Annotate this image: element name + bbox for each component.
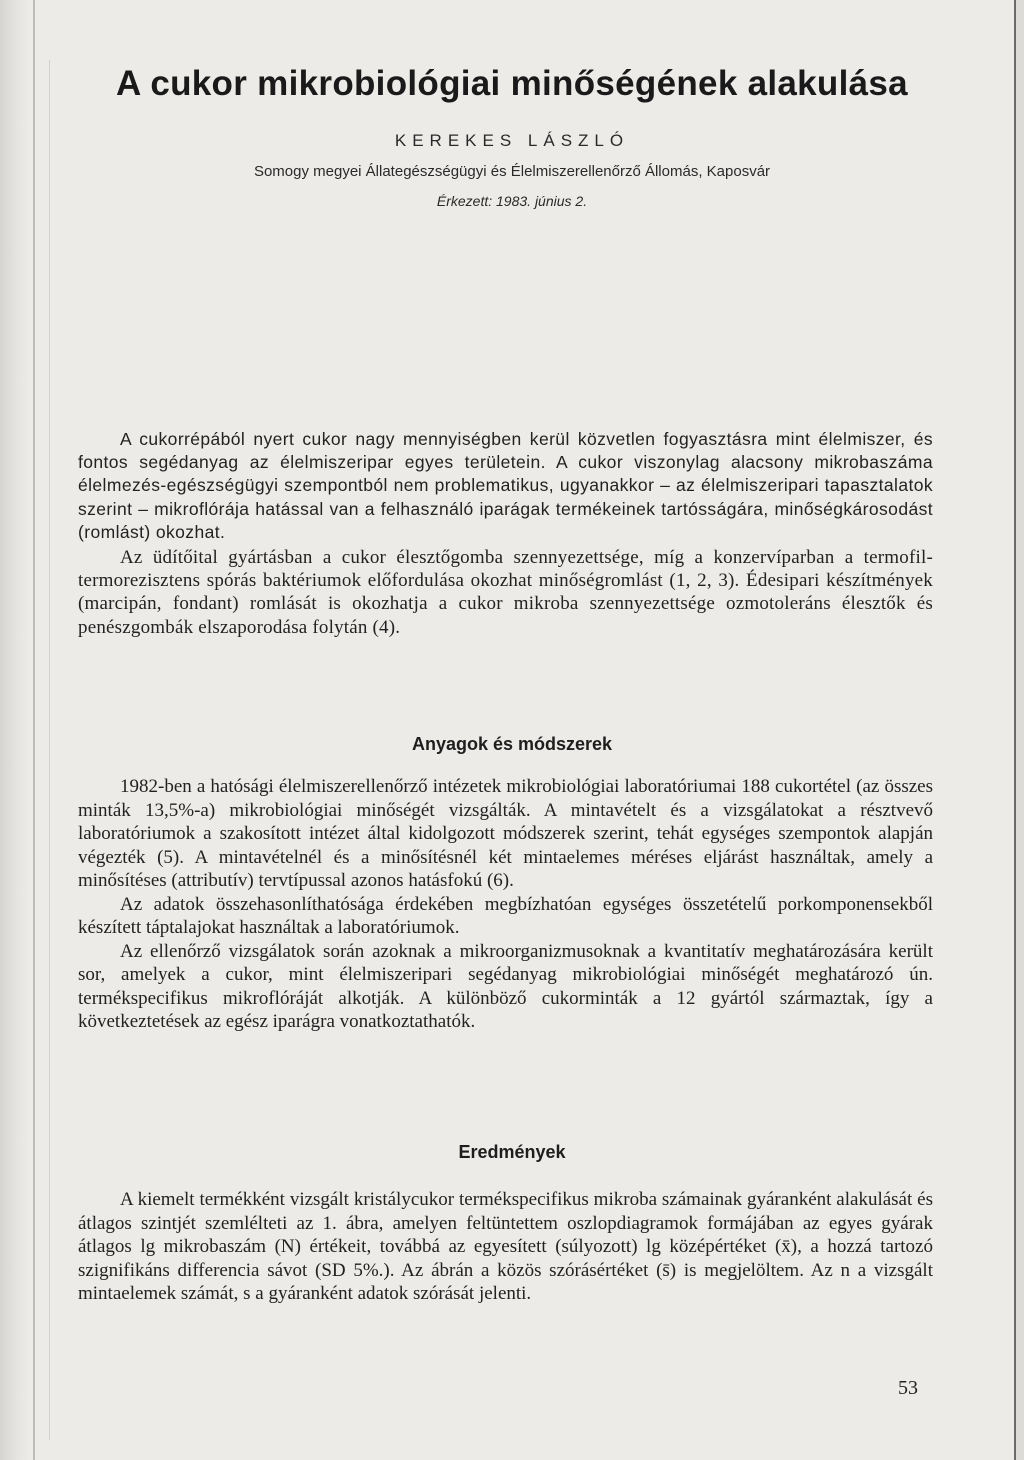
author-name: KEREKES LÁSZLÓ <box>394 131 630 150</box>
paragraph: Az üdítőital gyártásban a cukor élesztőgomba szennyezettsége, míg a konzervíparban a termofil-termorezisztens spórás baktériumok előfordulása okozhat minőségromlást (1, 2, 3). Édesipari készítmények (marcipán, fondant) romlását is okozhatja a cukor mikroba szennyezettsége ozmotoleráns élesztők és penészgombák elszaporodása folytán (4). <box>78 547 933 638</box>
paragraph: Az adatok összehasonlíthatósága érdekében megbízhatóan egységes összetételű porkomponensekből készített táptalajokat használtak a laboratóriumok. <box>78 893 933 938</box>
paragraph: A cukorrépából nyert cukor nagy mennyiségben kerül közvetlen fogyasztásra mint élelmiszer, és fontos segédanyag az élelmiszeripar egyes területein. A cukor viszonylag alacsony mikrobaszáma élelmezés-egészségügyi szempontból nem problematikus, ugyanakkor – az élelmiszeripari tapasztalatok szerint – mikroflórája hatással van a felhasználó iparágak termékeinek tartósságára, minőségkárosodást (romlást) okozhat. <box>78 429 933 542</box>
section-heading-methods: Anyagok és módszerek <box>411 734 613 754</box>
intro-section <box>78 428 933 639</box>
page-number: 53 <box>898 1377 918 1399</box>
binding-line <box>33 0 35 1460</box>
section-heading-results: Eredmények <box>458 1142 566 1162</box>
paragraph: Az ellenőrző vizsgálatok során azoknak a mikroorganizmusoknak a kvantitatív meghatározására került sor, amelyek a cukor, mint élelmiszeripari segédanyag mikrobiológiai minőségét meghatározó ún. termékspecifikus mikroflóráját alkotják. A különböző cukorminták a 12 gyártól származtak, így a következtetések az egész iparágra vonatkoztathatók. <box>78 940 933 1032</box>
scan-edge-right <box>1016 0 1024 1460</box>
author-affiliation: Somogy megyei Állategészségügyi és Élelmiszerellenőrző Állomás, Kaposvár <box>253 163 771 180</box>
paragraph: A kiemelt termékként vizsgált kristálycukor termékspecifikus mikroba számainak gyáranként alakulását és átlagos szintjét szemlélteti az 1. ábra, amelyen feltüntettem oszlopdiagramok formájában az egyes gyárak átlagos lg mikrobaszám (N) értékeit, továbbá az egyesített (súlyozott) lg középértéket (x̄), a hozzá tartozó szignifikáns differencia sávot (SD 5%.). Az ábrán a közös szórásértéket (s̄) is megjelöltem. Az n a vizsgált mintaelemek számát, s a gyáranként adatok szórását jelenti. <box>78 1189 933 1304</box>
methods-section <box>78 775 933 1034</box>
scan-edge-left <box>0 0 30 1460</box>
received-date: Érkezett: 1983. június 2. <box>436 193 588 209</box>
results-section <box>78 1188 933 1306</box>
article-title: A cukor mikrobiológiai minőségének alakulása <box>116 64 908 103</box>
paragraph: 1982-ben a hatósági élelmiszerellenőrző intézetek mikrobiológiai laboratóriumai 188 cukortétel (az összes minták 13,5%-a) mikrobiológiai minőségét vizsgálták. A mintavételt és a vizsgálatokat a résztvevő laboratóriumok a szakosított intézet által kidolgozott módszerek szerint, tehát egységes szempontok alapján végezték (5). A mintavételnél és a minősítésnél két mintaelemes méréses eljárást használtak, amely a minősítéses (attributív) tervtípussal azonos hatásfokú (6). <box>78 776 933 891</box>
